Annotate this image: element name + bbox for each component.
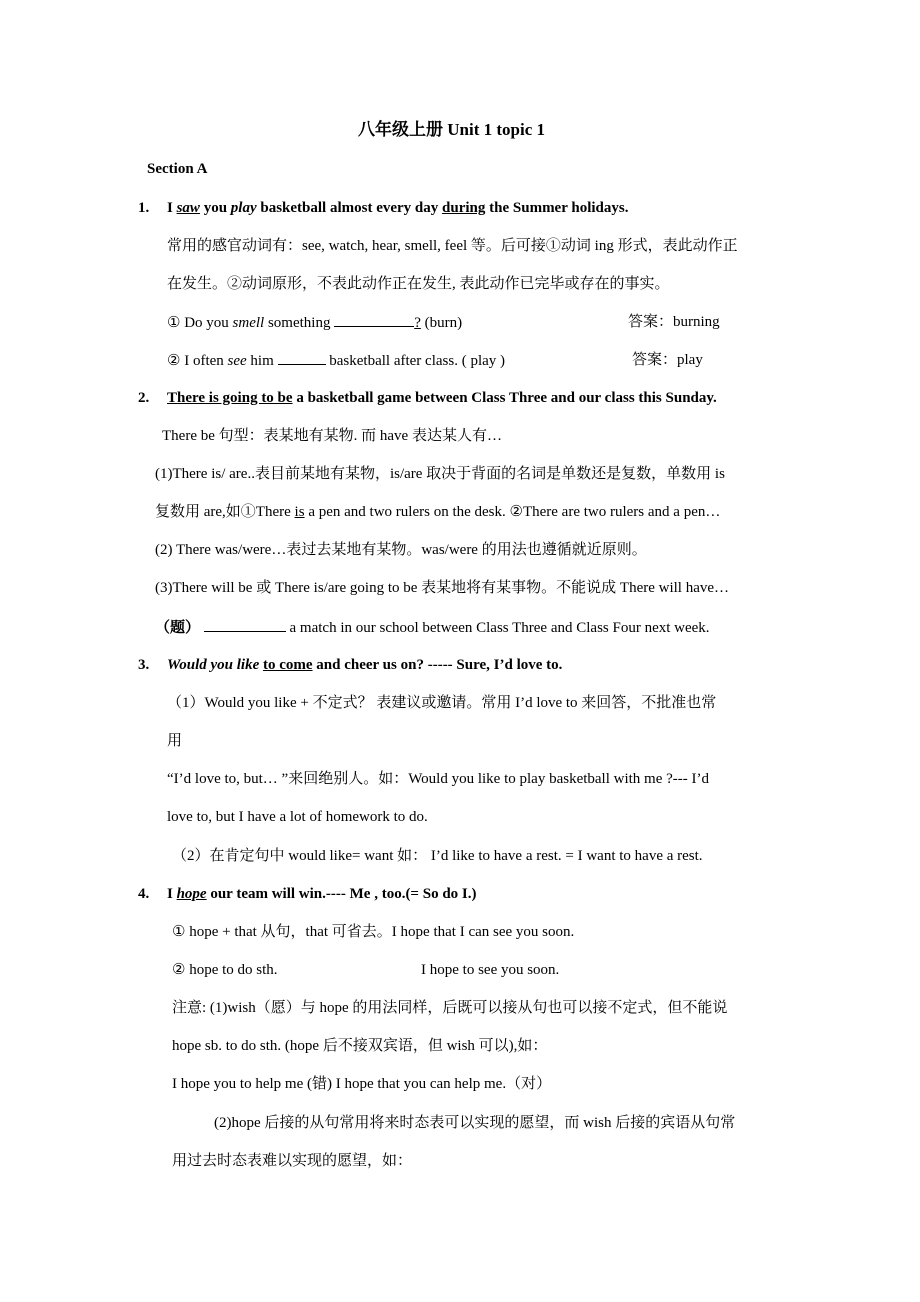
item-1-answer-2: 答案：play: [632, 352, 703, 368]
item-4-note-line-1: ① hope + that 从句，that 可省去。I hope that I can see you soon.: [172, 924, 575, 940]
item-1-note-line-2: 在发生。②动词原形，不表此动作正在发生, 表此动作已完毕或存在的事实。: [167, 276, 670, 292]
answer-blank: [278, 350, 326, 365]
item-2-note-line-2: (1)There is/ are..表目前某地有某物，is/are 取决于背面的名词是单数还是复数，单数用 is: [155, 466, 725, 482]
item-1-number: 1.: [138, 200, 150, 216]
item-4-note-line-2a: ② hope to do sth.: [172, 962, 278, 978]
item-1-answer-1: 答案：burning: [628, 314, 720, 330]
item-3-note-line-1: （1）Would you like + 不定式？ 表建议或邀请。常用 I’d love to 来回答，不批准也常: [167, 695, 717, 711]
item-3-note-line-5: （2）在肯定句中 would like= want 如： I’d like to have a rest. = I want to have a rest.: [172, 848, 703, 864]
item-3-note-line-4: love to, but I have a lot of homework to do.: [167, 809, 428, 825]
item-4-sentence: I hope our team will win.---- Me , too.(= So do I.): [167, 886, 477, 902]
item-3-number: 3.: [138, 657, 150, 673]
answer-blank: [334, 312, 414, 327]
item-4-note-line-6: (2)hope 后接的从句常用将来时态表可以实现的愿望，而 wish 后接的宾语从句常: [214, 1115, 736, 1131]
item-1-example-1: ① Do you smell something ? (burn): [167, 312, 462, 333]
item-1-note-line-1: 常用的感官动词有：see, watch, hear, smell, feel 等。后可接①动词 ing 形式，表此动作正: [167, 238, 738, 254]
item-4-number: 4.: [138, 886, 150, 902]
item-3-note-line-3: “I’d love to, but… ”来回绝别人。如：Would you like to play basketball with me ?--- I’d: [167, 771, 710, 787]
item-4-note-line-2b: I hope to see you soon.: [421, 962, 560, 978]
item-2-note-line-1: There be 句型：表某地有某物. 而 have 表达某人有…: [162, 428, 502, 444]
section-heading: Section A: [147, 161, 208, 177]
item-1-sentence: I saw you play basketball almost every day during the Summer holidays.: [167, 200, 629, 216]
answer-blank: [204, 617, 286, 632]
item-1-example-2: ② I often see him basketball after class. ( play ): [167, 350, 505, 371]
item-3-sentence: Would you like to come and cheer us on? ----- Sure, I’d love to.: [167, 657, 563, 673]
item-2-note-line-3: 复数用 are,如①There is a pen and two rulers on the desk. ②There are two rulers and a pen…: [155, 504, 721, 520]
item-2-exercise: （题） a match in our school between Class Three and Class Four next week.: [155, 617, 710, 638]
item-2-note-line-5: (3)There will be 或 There is/are going to be 表某地将有某事物。不能说成 There will have…: [155, 580, 730, 596]
page-title: 八年级上册 Unit 1 topic 1: [358, 120, 545, 139]
item-2-sentence: There is going to be a basketball game between Class Three and our class this Sunday.: [167, 390, 717, 406]
item-4-note-line-4: hope sb. to do sth. (hope 后不接双宾语，但 wish 可以),如：: [172, 1038, 548, 1054]
item-3-note-line-2: 用: [167, 733, 183, 749]
item-4-note-line-3: 注意: (1)wish（愿）与 hope 的用法同样，后既可以接从句也可以接不定式，但不能说: [172, 1000, 728, 1016]
item-4-note-line-5: I hope you to help me (错) I hope that you can help me.（对）: [172, 1076, 552, 1092]
item-4-note-line-7: 用过去时态表难以实现的愿望，如：: [172, 1153, 413, 1169]
item-2-number: 2.: [138, 390, 150, 406]
item-2-note-line-4: (2) There was/were…表过去某地有某物。was/were 的用法也遵循就近原则。: [155, 542, 647, 558]
